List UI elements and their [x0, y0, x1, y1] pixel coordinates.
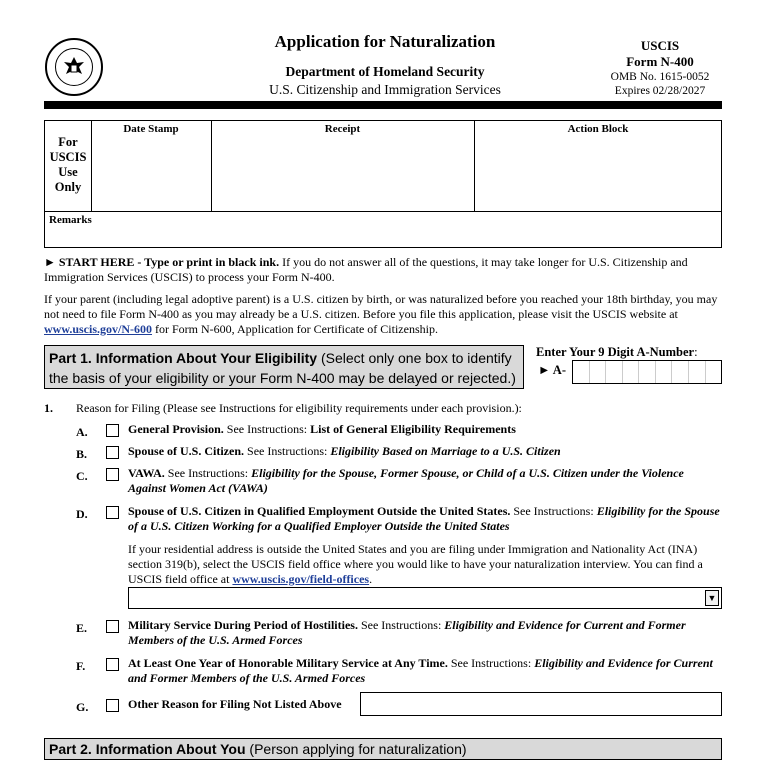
field-office-select[interactable]	[128, 587, 722, 609]
uscis-use-only-label: For USCIS Use Only	[49, 135, 87, 194]
question-1-number: 1.	[44, 401, 53, 415]
option-d-letter: D.	[76, 507, 88, 521]
department-name: Department of Homeland Security	[285, 64, 485, 79]
option-c-letter: C.	[76, 469, 88, 483]
remarks-label: Remarks	[49, 214, 92, 226]
parent-citizen-text: If your parent (including legal adoptive parent) is a U.S. citizen by birth, or was naturalized before you reached your 18th birthday, you may not need to file Form N-400 as you may already be a U.S. citizen. Before you file this application, please visit the USCIS website at www.uscis.gov/N-600 for Form N-600, Application for Certificate of Citizenship.	[44, 292, 718, 336]
form-title: Application for Naturalization	[274, 32, 496, 51]
option-e-letter: E.	[76, 621, 88, 635]
option-d-note: If your residential address is outside the United States and you are filing under Immigration and Nationality Act (INA) section 319(b), select the USCIS field office where you would like to have your naturalization interview. You can find a USCIS field office at www.uscis.gov/field-offices.	[128, 542, 703, 586]
option-a-text: General Provision. See Instructions: List of General Eligibility Requirements	[128, 422, 516, 436]
field-offices-link[interactable]: www.uscis.gov/field-offices	[232, 572, 370, 586]
option-f-text: At Least One Year of Honorable Military Service at Any Time. See Instructions: Eligibility and Evidence for Current and Former Members of the U.S. Armed Forces	[128, 656, 713, 685]
option-g-letter: G.	[76, 700, 89, 714]
a-number-label: Enter Your 9 Digit A-Number:	[536, 345, 698, 359]
a-number-input[interactable]	[572, 360, 722, 384]
n600-link[interactable]: www.uscis.gov/N-600	[44, 322, 153, 336]
uscis-label: USCIS	[640, 38, 680, 53]
option-b-text: Spouse of U.S. Citizen. See Instructions: Eligibility Based on Marriage to a U.S. Citizen	[128, 444, 561, 458]
option-b-checkbox[interactable]	[106, 446, 119, 459]
action-block-header: Action Block	[567, 123, 629, 135]
expiration-date: Expires 02/28/2027	[614, 85, 706, 97]
option-f-letter: F.	[76, 659, 86, 673]
option-g-checkbox[interactable]	[106, 699, 119, 712]
date-stamp-header: Date Stamp	[123, 123, 179, 135]
a-number-prefix: ► A-	[538, 363, 566, 377]
start-here-text: ► START HERE - Type or print in black ink. If you do not answer all of the questions, it may take longer for U.S. Citizenship and Immigration Services (USCIS) to process your Form N-400.	[44, 255, 688, 284]
agency-name: U.S. Citizenship and Immigration Services	[269, 82, 501, 97]
option-f-checkbox[interactable]	[106, 658, 119, 671]
part2-heading: Part 2. Information About You (Person applying for naturalization)	[44, 738, 722, 760]
question-1-text: Reason for Filing (Please see Instructions for eligibility requirements under each provision.):	[76, 401, 522, 415]
option-d-text: Spouse of U.S. Citizen in Qualified Employment Outside the United States. See Instructions: Eligibility for the Spouse of a U.S. Citizen Working for a Qualified Employer Outside the United States	[128, 504, 720, 533]
uscis-use-only-box	[44, 120, 722, 248]
option-b-letter: B.	[76, 447, 88, 461]
option-c-text: VAWA. See Instructions: Eligibility for the Spouse, Former Spouse, or Child of a U.S. Citizen under the Violence Against Women Act (VAWA)	[128, 466, 684, 495]
form-number: Form N-400	[626, 54, 694, 69]
dhs-seal	[45, 38, 103, 96]
receipt-header: Receipt	[324, 123, 361, 135]
option-e-text: Military Service During Period of Hostilities. See Instructions: Eligibility and Evidence for Current and Former Members of the U.S. Armed Forces	[128, 618, 686, 647]
option-d-checkbox[interactable]	[106, 506, 119, 519]
option-g-text: Other Reason for Filing Not Listed Above	[128, 697, 342, 711]
eagle-icon	[55, 48, 93, 86]
option-c-checkbox[interactable]	[106, 468, 119, 481]
option-a-checkbox[interactable]	[106, 424, 119, 437]
chevron-down-icon[interactable]: ▼	[705, 590, 719, 606]
option-e-checkbox[interactable]	[106, 620, 119, 633]
option-a-letter: A.	[76, 425, 88, 439]
omb-number: OMB No. 1615-0052	[610, 71, 710, 83]
part1-heading: Part 1. Information About Your Eligibility (Select only one box to identify the basis of your eligibility or your Form N-400 may be delayed or rejected.)	[44, 345, 524, 389]
header-rule	[44, 101, 722, 109]
other-reason-input[interactable]	[360, 692, 722, 716]
